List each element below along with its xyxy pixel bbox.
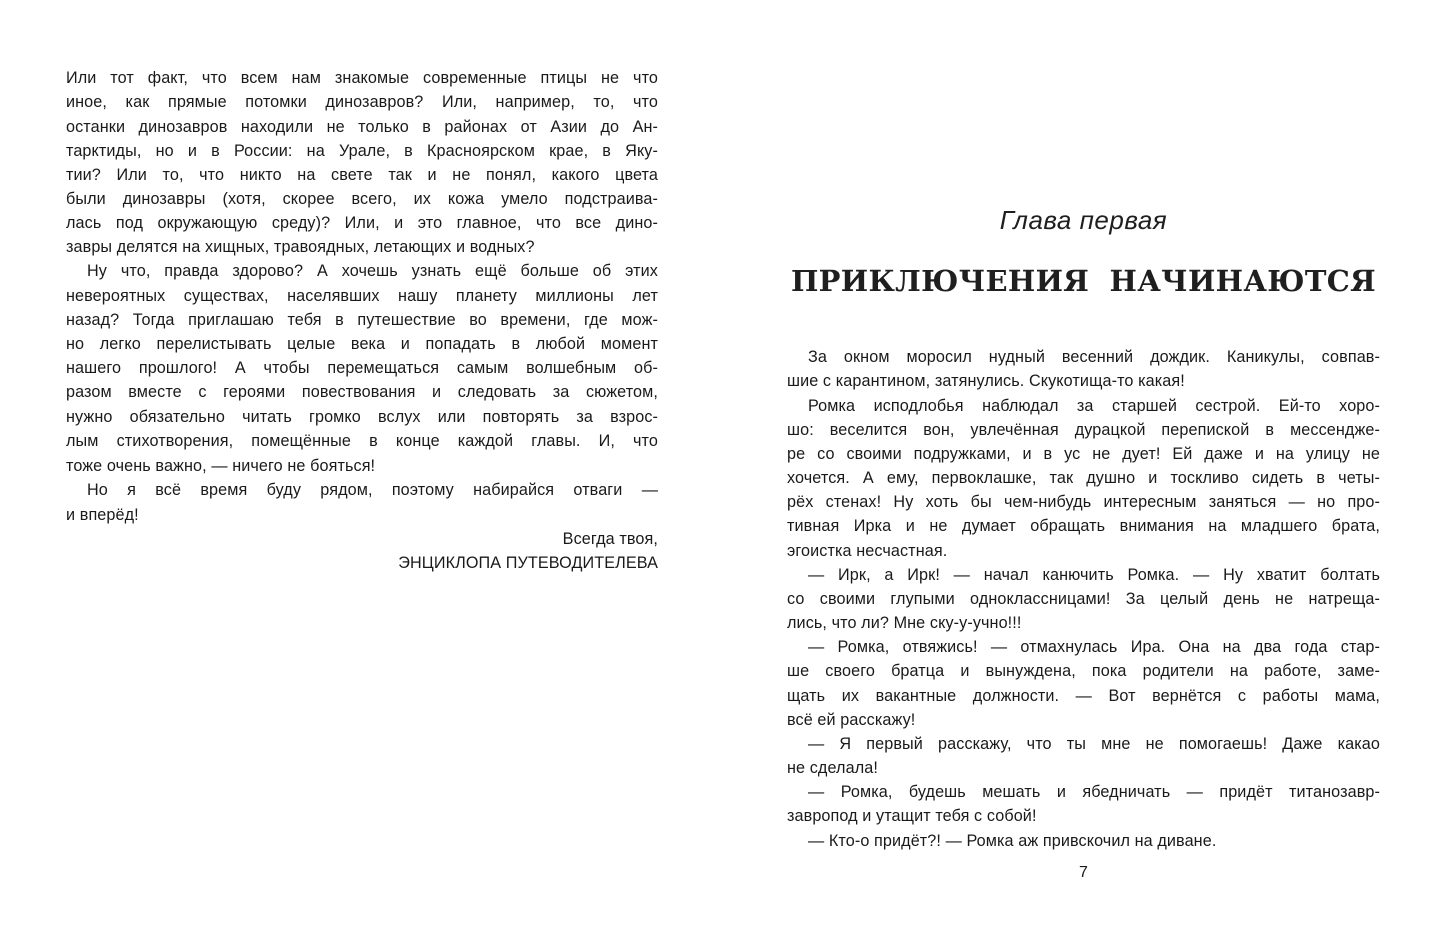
text-line: разом вместе с героями повествования и следовать за сюжетом, [66, 383, 658, 401]
text-line: лась под окружающую среду)? Или, и это главное, что все дино- [66, 214, 658, 232]
text-line: всё ей расскажу! [787, 711, 916, 729]
text-line: останки динозавров находили не только в районах от Азии до Ан- [66, 118, 658, 136]
text-line: — Ирк, а Ирк! — начал канючить Ромка. — Ну хватит болтать [808, 566, 1380, 584]
text-line: тии? Или то, что никто на свете так и не понял, какого цвета [66, 166, 658, 184]
text-line: — Ромка, отвяжись! — отмахнулась Ира. Она на два года стар- [808, 638, 1380, 656]
text-line: со своими глупыми одноклассницами! За целый день не натреща- [787, 590, 1380, 608]
chapter-title: ПРИКЛЮЧЕНИЯ НАЧИНАЮТСЯ [790, 264, 1377, 298]
text-line: завры делятся на хищных, травоядных, летающих и водных? [66, 238, 535, 256]
text-line: Ромка исподлобья наблюдал за старшей сестрой. Ей-то хоро- [808, 397, 1380, 415]
text-line: назад? Тогда приглашаю тебя в путешествие во времени, где мож- [66, 311, 658, 329]
text-line: тоже очень важно, — ничего не бояться! [66, 457, 376, 475]
chapter-label: Глава первая [999, 205, 1168, 235]
page-number: 7 [1079, 864, 1088, 881]
text-line: хочется. А ему, первоклашке, так душно и тоскливо сидеть в четы- [787, 469, 1380, 487]
text-line: щать их вакантные должности. — Вот вернётся с работы мама, [787, 687, 1380, 705]
text-line: невероятных существах, населявших нашу планету миллионы лет [66, 287, 658, 305]
text-line: — Ромка, будешь мешать и ябедничать — придёт титанозавр- [808, 783, 1380, 801]
text-line: но легко перелистывать целые века и попадать в любой момент [66, 335, 658, 353]
text-line: лись, что ли? Мне ску-у-учно!!! [787, 614, 1022, 632]
text-line: шо: веселится вон, увлечённая дурацкой перепиской в мессендже- [787, 421, 1380, 439]
text-line: шие с карантином, затянулись. Скукотища-то какая! [787, 372, 1185, 390]
text-line: завропод и утащит тебя с собой! [787, 807, 1037, 825]
text-line: лым стихотворения, помещённые в конце каждой главы. И, что [66, 432, 658, 450]
text-line: тивная Ирка и не думает обращать внимания на младшего брата, [787, 517, 1380, 535]
right-page [787, 0, 1380, 939]
signature-name: ЭНЦИКЛОПА ПУТЕВОДИТЕЛЕВА [398, 554, 658, 572]
text-line: За окном моросил нудный весенний дождик. Каникулы, совпав- [808, 348, 1380, 366]
text-line: Или тот факт, что всем нам знакомые современные птицы не что [66, 69, 658, 87]
text-line: нужно обязательно читать громко вслух или повторять за взрос- [66, 408, 658, 426]
text-line: ше своего братца и вынуждена, пока родители на работе, заме- [787, 662, 1380, 680]
text-line: нашего прошлого! А чтобы перемещаться самым волшебным об- [66, 359, 658, 377]
text-line: Но я всё время буду рядом, поэтому набирайся отваги — [87, 481, 658, 499]
text-line: не сделала! [787, 759, 878, 777]
text-line: Ну что, правда здорово? А хочешь узнать ещё больше об этих [87, 262, 658, 280]
text-line: — Я первый расскажу, что ты мне не помогаешь! Даже какао [808, 735, 1380, 753]
text-line: рёх стенах! Ну хоть бы чем-нибудь интересным заняться — но про- [787, 493, 1380, 511]
text-line: ре со своими подружками, и в ус не дует! Ей даже и на улицу не [787, 445, 1380, 463]
signature-closing: Всегда твоя, [562, 530, 658, 548]
text-line: были динозавры (хотя, скорее всего, их кожа умело подстраива- [66, 190, 658, 208]
text-line: тарктиды, но и в России: на Урале, в Красноярском крае, в Яку- [66, 142, 658, 160]
text-line: и вперёд! [66, 506, 139, 524]
text-line: эгоистка несчастная. [787, 542, 948, 560]
text-line: иное, как прямые потомки динозавров? Или, например, то, что [66, 93, 658, 111]
left-page [66, 0, 658, 939]
text-line: — Кто-о придёт?! — Ромка аж привскочил на диване. [808, 832, 1217, 850]
